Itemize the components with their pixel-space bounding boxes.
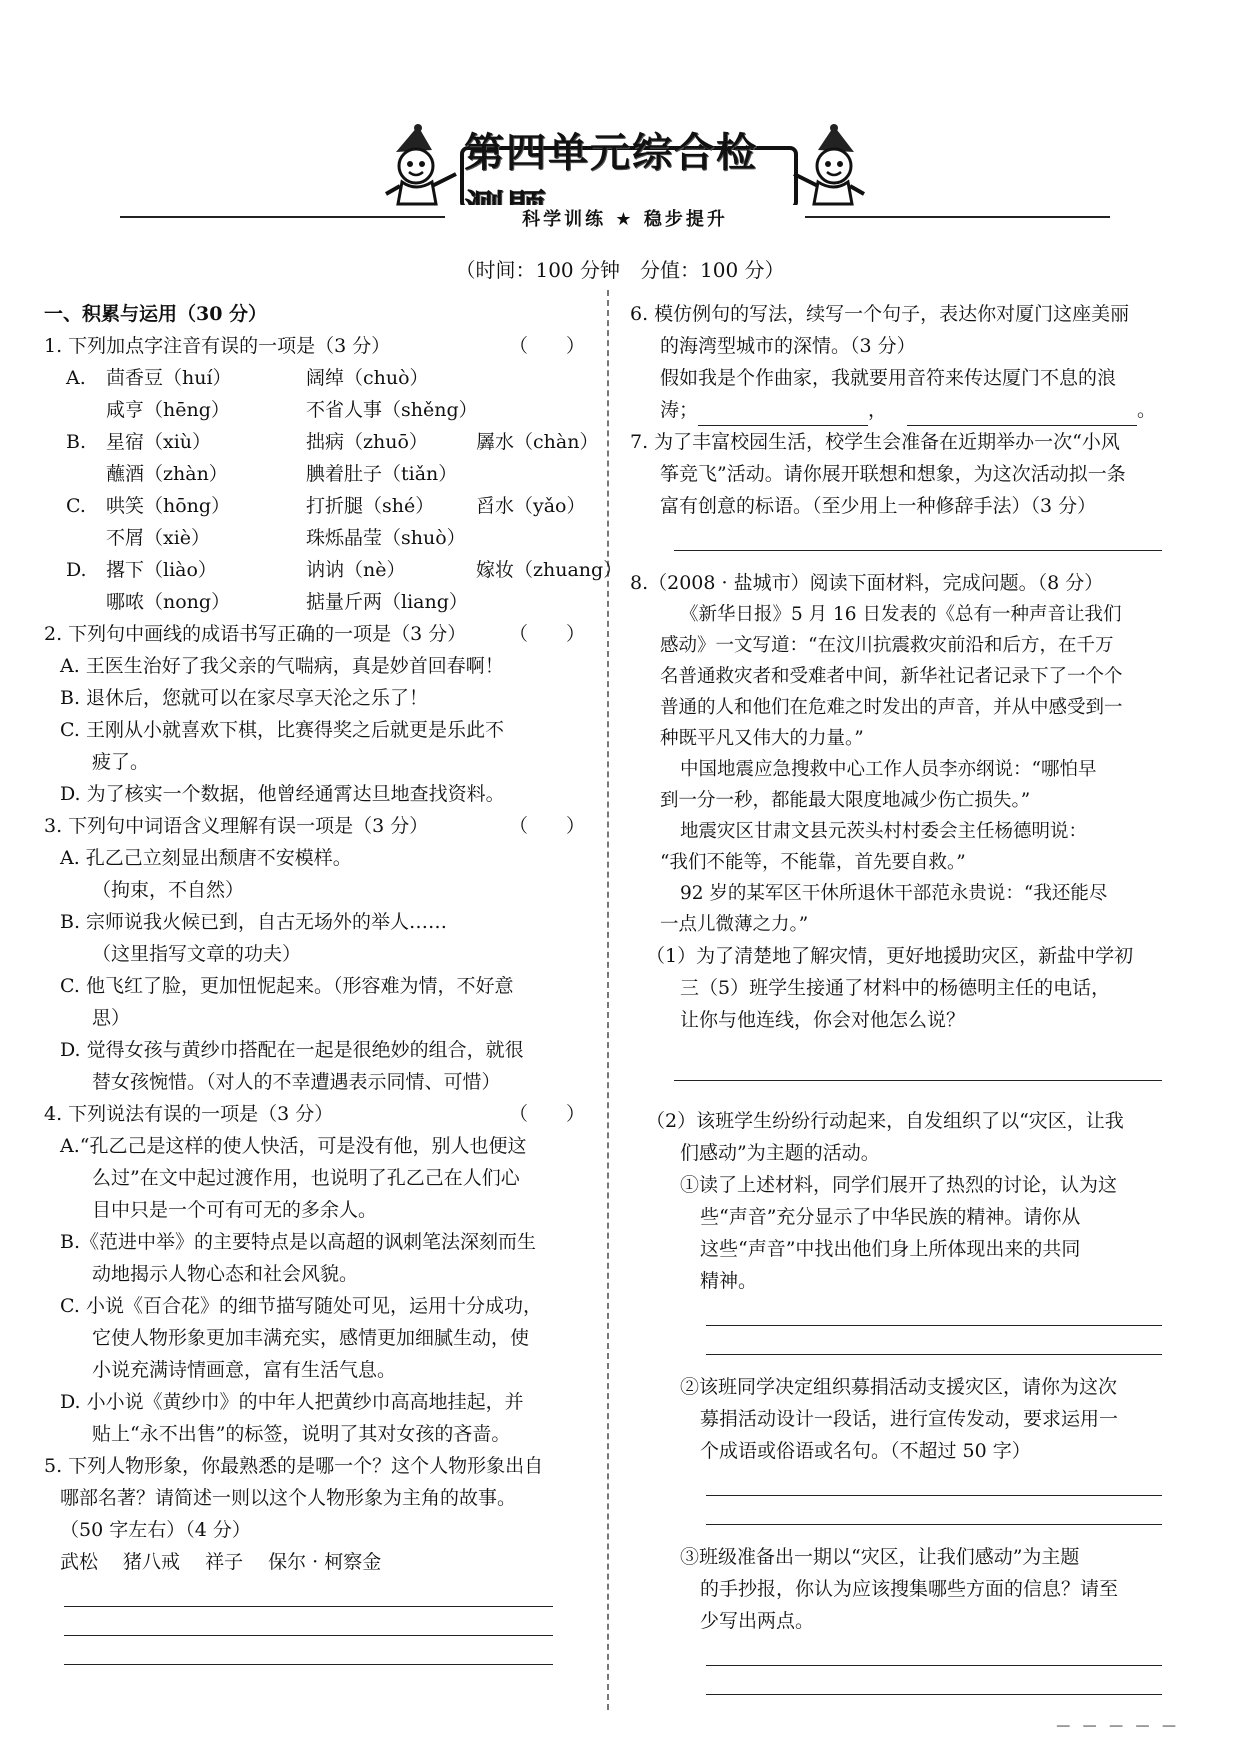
- q8-material: 《新华日报》5 月 16 日发表的《总有一种声音让我们 感动》一文写道：“在汶川抗震救灾前沿和后方，在千万 名普通救灾者和受难者中间，新华社记者记录下了一个个 普通的人和他们在危难之时发出的声音，并从中感受到一 种既平凡又伟大的力量。” 中国地震应急搜救中心工作人员李亦纲说：“哪怕早 到一分一秒，都能最大限度地减少伤亡损失。” 地震灾区甘肃文县元茨头村村委会主任杨德明说： “我们不能等，不能靠，首先要自救。” 92 岁的某军区干休所退休干部范永贵说：“我还能尽 一点儿微薄之力。”: [660, 604, 1123, 935]
- q8-sub2: （2）该班学生纷纷行动起来，自发组织了以“灾区，让我: [646, 1110, 1124, 1132]
- q5-stem-cont: 哪部名著？请简述一则以这个人物形象为主角的故事。: [60, 1487, 517, 1509]
- option-letter: B.: [66, 431, 87, 453]
- q5-answer-line[interactable]: [64, 1607, 553, 1636]
- q1-option-row: [44, 362, 589, 394]
- q4-option-d-cont: 贴上“永不出售”的标签，说明了其对女孩的吝啬。: [92, 1423, 511, 1445]
- left-column: [44, 298, 623, 1665]
- q8-sub2-item1: ①读了上述材料，同学们展开了热烈的讨论，认为这: [680, 1174, 1118, 1196]
- mascot-right-icon: [790, 124, 868, 210]
- q1-option-row: [44, 426, 599, 458]
- option-item: 不屑（xiè）: [106, 527, 211, 549]
- option-letter: [66, 586, 106, 618]
- option-item: 打折腿（shé）: [306, 495, 435, 517]
- q4-option-c-cont: 小说充满诗情画意，富有生活气息。: [92, 1359, 397, 1381]
- q1-option-row: [44, 458, 589, 490]
- option-letter: [66, 522, 106, 554]
- q3-option-c: C. 他飞红了脸，更加忸怩起来。（形容难为情，不好意: [60, 975, 514, 997]
- option-item: 撂下（liào）: [106, 559, 217, 581]
- q8-item2-answer-line[interactable]: [706, 1496, 1162, 1525]
- q8-item1-answer-line[interactable]: [706, 1326, 1162, 1355]
- q6-blank-2[interactable]: [907, 405, 1137, 426]
- q6-stem: 6. 模仿例句的写法，续写一个句子，表达你对厦门这座美丽: [630, 303, 1130, 325]
- q8-sub1-answer-line[interactable]: [674, 1052, 1162, 1081]
- q4-option-a-cont: 么过”在文中起过渡作用，也说明了孔乙己在人们心: [92, 1167, 520, 1189]
- option-item: 阔绰（chuò）: [306, 367, 429, 389]
- q8-sub2-item3-cont: 少写出两点。: [700, 1610, 815, 1632]
- q8-item1-answer-line[interactable]: [706, 1297, 1162, 1326]
- q3-stem: 3. 下列句中词语含义理解有误一项是（3 分） （ ）: [44, 810, 589, 842]
- option-letter: C.: [66, 495, 86, 517]
- q2-option-b: B. 退休后，您就可以在家尽享天沦之乐了！: [60, 687, 429, 709]
- option-item: 腆着肚子（tiǎn）: [306, 463, 458, 485]
- option-item: 星宿（xiù）: [106, 431, 212, 453]
- q2-option-a: A. 王医生治好了我父亲的气喘病，真是妙首回春啊！: [60, 655, 504, 677]
- q1-option-row: [44, 586, 589, 618]
- q1-option-row: [44, 490, 589, 522]
- q1-options: [44, 362, 623, 618]
- option-item: [476, 458, 646, 490]
- q8-sub1: （1）为了清楚地了解灾情，更好地援助灾区，新盐中学初: [646, 945, 1134, 967]
- answer-paren[interactable]: （ ）: [508, 335, 585, 357]
- q6-example: 假如我是个作曲家，我就要用音符来传达厦门不息的浪: [660, 367, 1117, 389]
- q6-fill-line: 涛； ， 。: [630, 394, 1186, 426]
- q3-option-a-note: （拘束，不自然）: [92, 879, 245, 901]
- option-item: [476, 522, 646, 554]
- q8-sub2-item1-cont: 些“声音”充分显示了中华民族的精神。请你从: [700, 1206, 1081, 1228]
- q8-item3-answer-line[interactable]: [706, 1666, 1162, 1695]
- q8-stem: 8.（2008 · 盐城市）阅读下面材料，完成问题。（8 分）: [630, 572, 1104, 594]
- answer-paren[interactable]: （ ）: [508, 623, 585, 645]
- time-info: （时间：100 分钟 分值：100 分）: [455, 258, 785, 282]
- q8-sub1-cont: 三（5）班学生接通了材料中的杨德明主任的电话，: [680, 977, 1111, 999]
- q7-stem: 7. 为了丰富校园生活，校学生会准备在近期举办一次“小风: [630, 431, 1120, 453]
- q3-option-d: D. 觉得女孩与黄纱巾搭配在一起是很绝妙的组合，就很: [60, 1039, 524, 1061]
- q5-stem-cont: （50 字左右）（4 分）: [60, 1519, 251, 1541]
- q8-sub2-item2: ②该班同学决定组织募捐活动支援灾区，请你为这次: [680, 1376, 1118, 1398]
- option-item: 羼水（chàn）: [476, 431, 599, 453]
- option-item: [476, 394, 646, 426]
- q8-sub2-item1-cont: 精神。: [700, 1270, 758, 1292]
- q3-option-a: A. 孔乙己立刻显出颓唐不安模样。: [60, 847, 352, 869]
- option-item: 舀水（yǎo）: [476, 495, 586, 517]
- q2-stem: 2. 下列句中画线的成语书写正确的一项是（3 分） （ ）: [44, 618, 589, 650]
- q8-sub2-item2-cont: 个成语或俗语或名句。（不超过 50 字）: [700, 1440, 1031, 1462]
- q8-sub2-item3-cont: 的手抄报，你认为应该搜集哪些方面的信息？请至: [700, 1578, 1119, 1600]
- q7-answer-line[interactable]: [674, 522, 1162, 551]
- q8-item2-answer-line[interactable]: [706, 1467, 1162, 1496]
- option-letter: D.: [66, 559, 87, 581]
- title-banner: [382, 118, 868, 210]
- option-item: 讷讷（nè）: [306, 559, 406, 581]
- q2-option-d: D. 为了核实一个数据，他曾经通霄达旦地查找资料。: [60, 783, 505, 805]
- q3-option-d-cont: 替女孩惋惜。（对人的不幸遭遇表示同情、可惜）: [92, 1071, 501, 1093]
- q8-sub2-cont: 们感动”为主题的活动。: [680, 1142, 880, 1164]
- q3-option-c-cont: 思）: [92, 1007, 131, 1029]
- option-letter: [66, 458, 106, 490]
- q5-answer-line[interactable]: [64, 1578, 553, 1607]
- section-heading: 一、积累与运用（30 分）: [44, 303, 268, 325]
- option-item: 哪哝（nong）: [106, 591, 231, 613]
- option-item: 哄笑（hōng）: [106, 495, 231, 517]
- q3-option-b: B. 宗师说我火候已到，自古无场外的举人……: [60, 911, 448, 933]
- option-item: 蘸酒（zhàn）: [106, 463, 228, 485]
- q4-option-a: A.“孔乙己是这样的使人快活，可是没有他，别人也便这: [60, 1135, 527, 1157]
- q5-answer-line[interactable]: [64, 1636, 553, 1665]
- option-item: 掂量斤两（liang）: [306, 591, 468, 613]
- right-column: [630, 298, 1186, 1695]
- option-item: 茴香豆（huí）: [106, 367, 232, 389]
- q8-sub2-item3: ③班级准备出一期以“灾区，让我们感动”为主题: [680, 1546, 1080, 1568]
- q6-blank-1[interactable]: [698, 405, 868, 426]
- q4-option-b: B.《范进中举》的主要特点是以高超的讽刺笔法深刻而生: [60, 1231, 537, 1253]
- q4-stem: 4. 下列说法有误的一项是（3 分） （ ）: [44, 1098, 589, 1130]
- answer-paren[interactable]: （ ）: [508, 1103, 585, 1125]
- option-item: [476, 362, 646, 394]
- q1-stem: 1. 下列加点字注音有误的一项是（3 分） （ ）: [44, 330, 589, 362]
- q4-option-c-cont: 它使人物形象更加丰满充实，感情更加细腻生动，使: [92, 1327, 530, 1349]
- q2-option-c: C. 王刚从小就喜欢下棋，比赛得奖之后就更是乐此不: [60, 719, 504, 741]
- q5-stem: 5. 下列人物形象，你最熟悉的是哪一个？这个人物形象出自: [44, 1455, 544, 1477]
- option-item: 不省人事（shěng）: [306, 399, 478, 421]
- q4-option-d: D. 小小说《黄纱巾》的中年人把黄纱巾高高地挂起，并: [60, 1391, 524, 1413]
- q1-option-row: [44, 554, 623, 586]
- q3-option-b-note: （这里指写文章的功夫）: [92, 943, 302, 965]
- q8-sub2-item2-cont: 募捐活动设计一段话，进行宣传发动，要求运用一: [700, 1408, 1119, 1430]
- option-item: 珠烁晶莹（shuò）: [306, 527, 466, 549]
- q1-option-row: [44, 522, 589, 554]
- page-footer-mark: — — — — —: [1056, 1718, 1180, 1734]
- q4-option-b-cont: 动地揭示人物心态和社会风貌。: [92, 1263, 359, 1285]
- option-item: 拙病（zhuō）: [306, 431, 428, 453]
- q4-option-a-cont: 目中只是一个可有可无的多余人。: [92, 1199, 378, 1221]
- q6-stem-cont: 的海湾型城市的深情。（3 分）: [660, 335, 916, 357]
- q7-stem-cont: 筝竞飞”活动。请你展开联想和想象，为这次活动拟一条: [660, 463, 1126, 485]
- answer-paren[interactable]: （ ）: [508, 815, 585, 837]
- option-letter: A.: [66, 367, 86, 389]
- q7-stem-cont: 富有创意的标语。（至少用上一种修辞手法）（3 分）: [660, 495, 1097, 517]
- q8-sub1-cont: 让你与他连线，你会对他怎么说？: [680, 1009, 966, 1031]
- q1-option-row: [44, 394, 589, 426]
- option-letter: [66, 394, 106, 426]
- q2-option-c-cont: 疲了。: [92, 751, 150, 773]
- q8-item3-answer-line[interactable]: [706, 1637, 1162, 1666]
- title-box: [460, 130, 798, 210]
- option-item: 咸亨（hēng）: [106, 399, 230, 421]
- q5-options: 武松 猪八戒 祥子 保尔 · 柯察金: [60, 1551, 382, 1573]
- option-item: [476, 586, 646, 618]
- option-item: 嫁妆（zhuang）: [476, 559, 623, 581]
- subtitle: 科学训练 ★ 稳步提升: [445, 205, 805, 231]
- q4-option-c: C. 小说《百合花》的细节描写随处可见，运用十分成功，: [60, 1295, 542, 1317]
- mascot-left-icon: [382, 124, 460, 210]
- q8-sub2-item1-cont: 这些“声音”中找出他们身上所体现出来的共同: [700, 1238, 1081, 1260]
- page-title: 第四单元综合检: [464, 130, 758, 176]
